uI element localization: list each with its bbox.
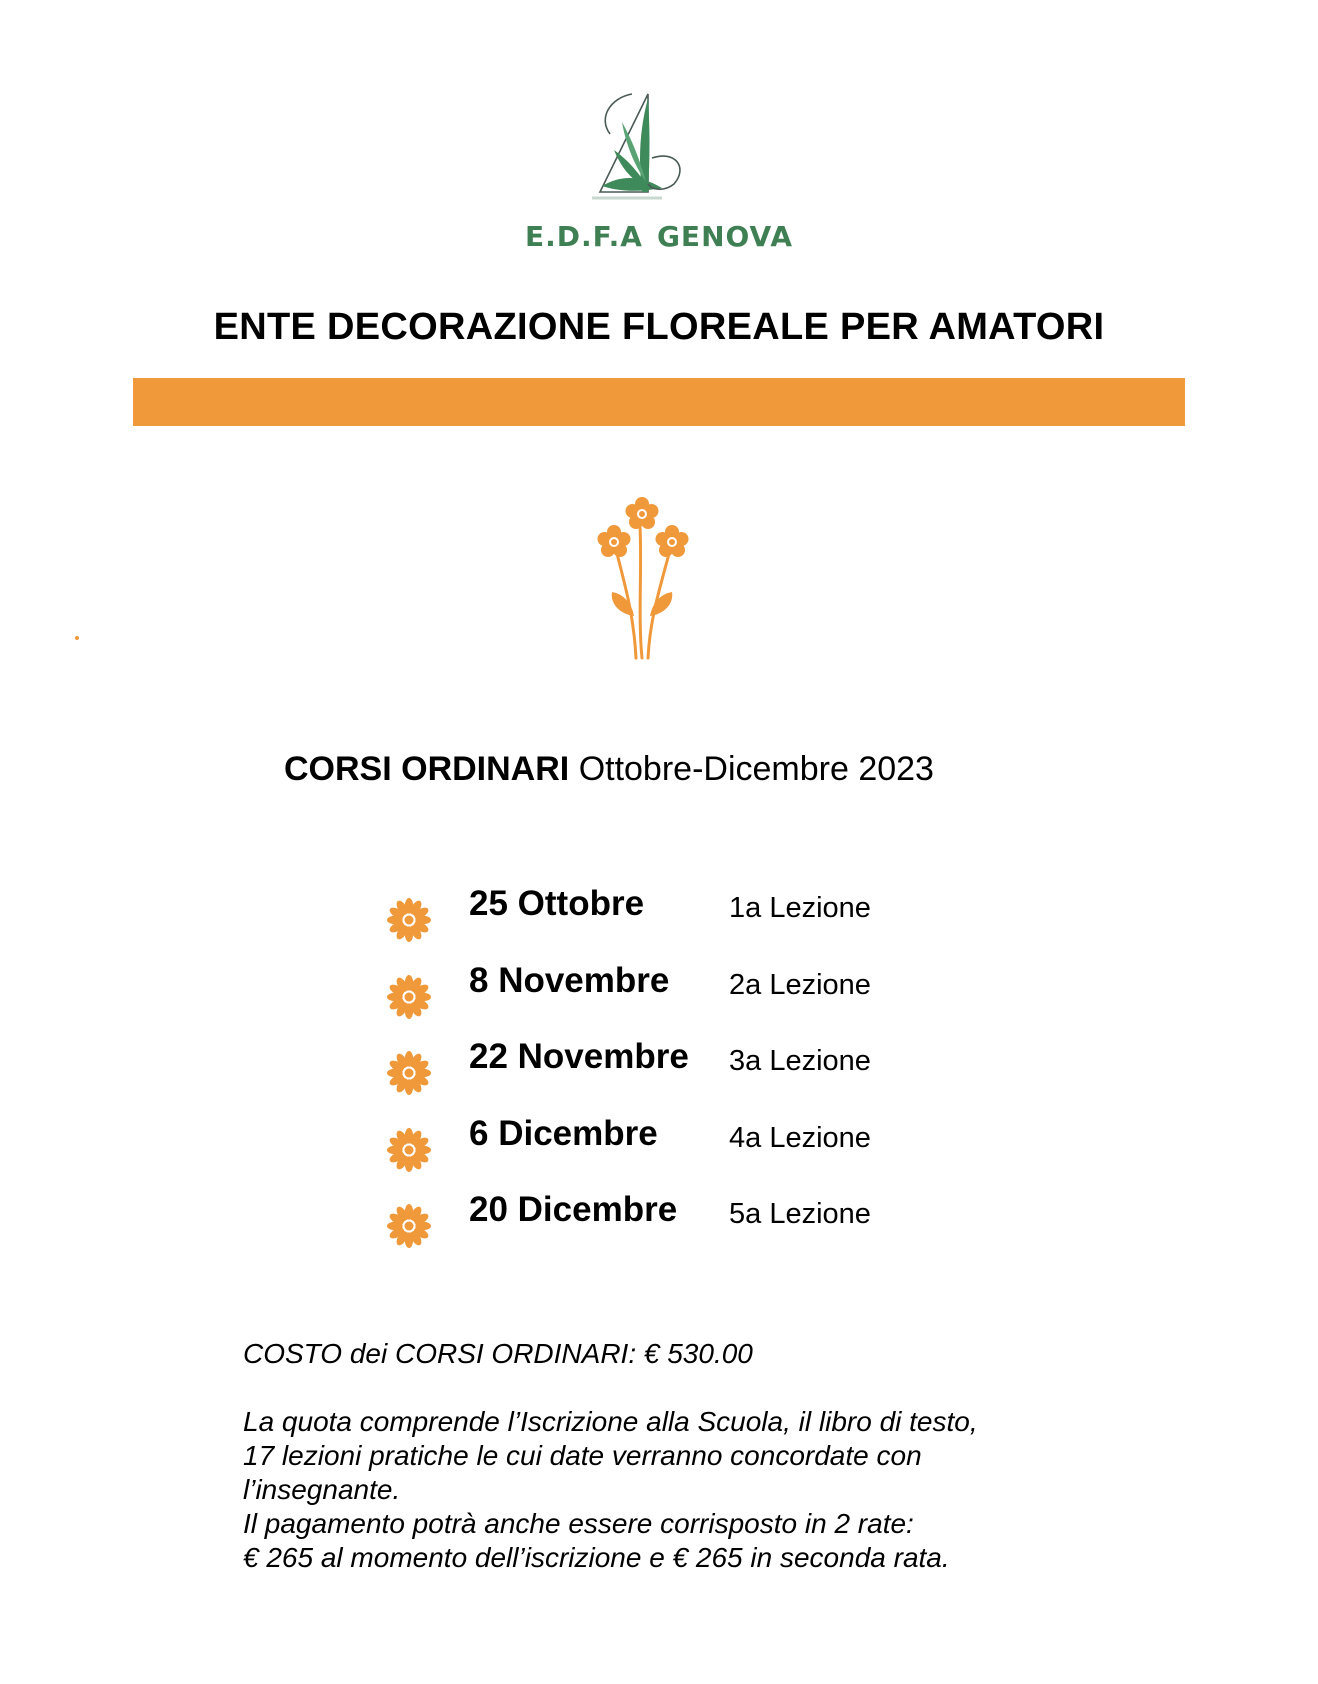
courses-heading <box>284 750 934 789</box>
orange-daisy-icon <box>385 1049 433 1097</box>
orange-daisy-icon <box>385 973 433 1021</box>
payment-notes <box>243 1405 1143 1575</box>
lesson-date: 25 Ottobre <box>469 884 645 923</box>
flower-bouquet-icon <box>590 488 700 664</box>
org-name-part1: E.D.F.A <box>524 220 643 253</box>
lesson-date: 8 Novembre <box>469 960 670 1000</box>
lesson-item <box>385 1110 945 1187</box>
payment-note-line: 17 lezioni pratiche le cui date verranno concordate con <box>243 1440 922 1471</box>
edfa-leaf-logo-icon <box>592 88 688 200</box>
organization-name <box>0 220 1318 253</box>
lesson-number: 1a Lezione <box>729 892 871 924</box>
payment-note-line: La quota comprende l’Iscrizione alla Scuola, il libro di testo, <box>243 1406 978 1437</box>
lesson-item <box>385 1033 945 1110</box>
payment-note-line: l’insegnante. <box>243 1474 401 1505</box>
lesson-date: 22 Novembre <box>469 1037 689 1076</box>
payment-note-line: Il pagamento potrà anche essere corrisposto in 2 rate: <box>243 1508 914 1539</box>
lesson-date: 6 Dicembre <box>469 1113 658 1153</box>
lesson-number: 3a Lezione <box>729 1045 871 1077</box>
lesson-item <box>385 957 945 1034</box>
lesson-number: 2a Lezione <box>729 968 871 1001</box>
lesson-item <box>385 1186 945 1263</box>
course-cost: COSTO dei CORSI ORDINARI: € 530.00 <box>243 1338 753 1369</box>
orange-divider-bar <box>133 378 1185 426</box>
stray-dot <box>75 636 79 640</box>
courses-heading-period: Ottobre-Dicembre 2023 <box>578 750 934 788</box>
orange-daisy-icon <box>385 1126 433 1174</box>
courses-heading-bold: CORSI ORDINARI <box>284 750 570 788</box>
lesson-number: 5a Lezione <box>729 1198 871 1230</box>
page-title: ENTE DECORAZIONE FLOREALE PER AMATORI <box>213 306 1105 348</box>
payment-note-line: € 265 al momento dell’iscrizione e € 265 in seconda rata. <box>243 1542 950 1573</box>
orange-daisy-icon <box>385 1202 433 1250</box>
lesson-list <box>385 880 945 1263</box>
lesson-item <box>385 880 945 957</box>
lesson-number: 4a Lezione <box>729 1121 871 1154</box>
orange-daisy-icon <box>385 896 433 944</box>
org-name-part2: GENOVA <box>656 220 793 253</box>
lesson-date: 20 Dicembre <box>469 1190 678 1229</box>
